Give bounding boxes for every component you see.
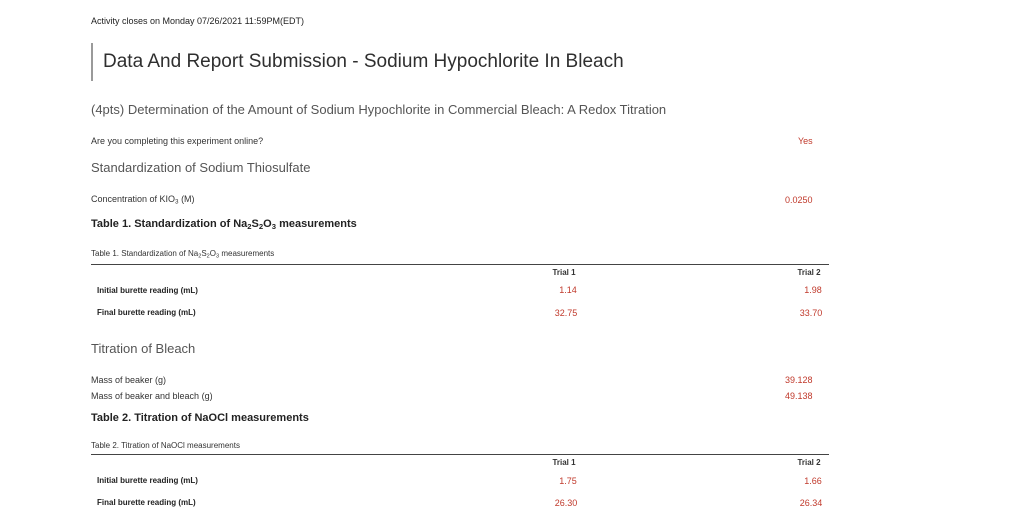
table1-row-label: Initial burette reading (mL) <box>97 286 198 295</box>
table1-cell[interactable]: 33.70 <box>799 308 823 318</box>
page-title: Data And Report Submission - Sodium Hypochlorite In Bleach <box>103 51 624 72</box>
table2-top-rule <box>91 454 829 455</box>
mass-beaker-label: Mass of beaker (g) <box>91 375 167 385</box>
table2-cell[interactable]: 1.75 <box>559 476 577 486</box>
table2-column-header: Trial 2 <box>797 458 821 467</box>
table1-caption: Table 1. Standardization of $Na_2S_2O_3$ measurements <box>91 249 275 260</box>
table1-cell[interactable]: 32.75 <box>554 308 578 318</box>
table1-column-header: Trial 2 <box>797 268 821 277</box>
table1-heading: Table 1. Standardization of $Na_2S_2O_3$ measurements <box>91 218 357 231</box>
title-accent-bar <box>91 43 93 81</box>
table2-caption: Table 2. Titration of NaOCl measurements <box>91 441 240 450</box>
table2-cell[interactable]: 1.66 <box>804 476 822 486</box>
kio3-concentration-value[interactable]: 0.0250 <box>785 195 813 205</box>
section-title-standardization: Standardization of Sodium Thiosulfate <box>91 160 311 175</box>
table1-cell[interactable]: 1.98 <box>804 285 822 295</box>
activity-closes-text: Activity closes on Monday 07/26/2021 11:59PM(EDT) <box>91 16 304 26</box>
kio3-concentration-label: Concentration of $KIO_3$ (M) <box>91 194 195 206</box>
online-question-label: Are you completing this experiment online? <box>91 136 264 146</box>
table2-row-label: Initial burette reading (mL) <box>97 476 198 485</box>
table2-row-label: Final burette reading (mL) <box>97 498 196 507</box>
table2-cell[interactable]: 26.34 <box>799 498 823 508</box>
mass-beaker-value[interactable]: 39.128 <box>785 375 813 385</box>
table2-heading: Table 2. Titration of NaOCl measurements <box>91 412 309 424</box>
table1-top-rule <box>91 264 829 265</box>
table2-column-header: Trial 1 <box>552 458 576 467</box>
table2-cell[interactable]: 26.30 <box>554 498 578 508</box>
table1-column-header: Trial 1 <box>552 268 576 277</box>
mass-beaker-bleach-value[interactable]: 49.138 <box>785 391 813 401</box>
online-question-answer[interactable]: Yes <box>798 136 813 146</box>
mass-beaker-bleach-label: Mass of beaker and bleach (g) <box>91 391 213 401</box>
table1-cell[interactable]: 1.14 <box>559 285 577 295</box>
assignment-subtitle: (4pts) Determination of the Amount of Sodium Hypochlorite in Commercial Bleach: A Redox Titration <box>91 102 667 117</box>
section-title-bleach: Titration of Bleach <box>91 341 196 356</box>
table1-row-label: Final burette reading (mL) <box>97 308 196 317</box>
